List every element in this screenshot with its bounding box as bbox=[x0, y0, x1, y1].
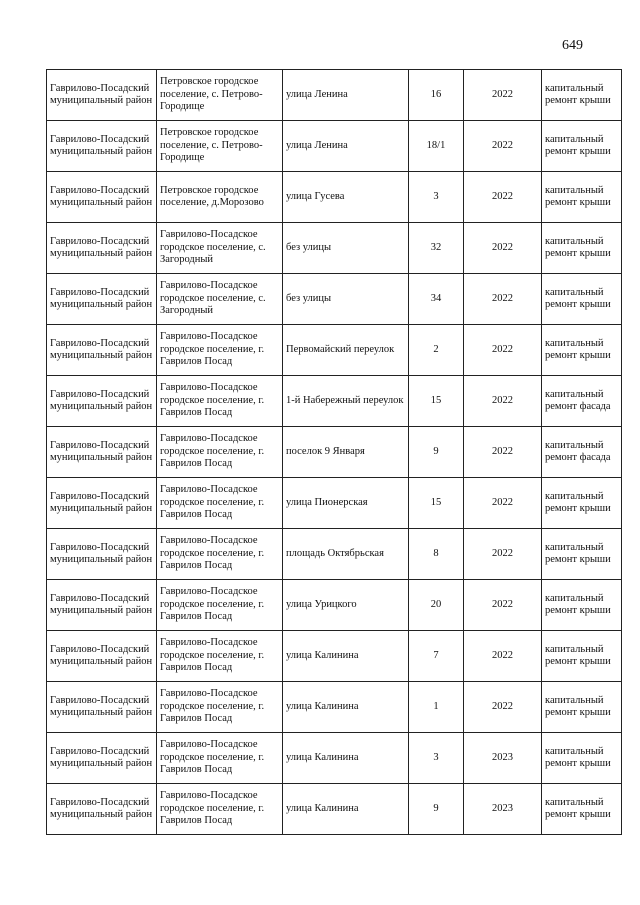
house-number-cell: 3 bbox=[409, 172, 464, 223]
settlement-cell: Гаврилово-Посадское городское поселение, г. Гаврилов Посад bbox=[157, 529, 283, 580]
district-cell: Гаврилово-Посадский муниципальный район bbox=[47, 682, 157, 733]
street-cell: поселок 9 Января bbox=[283, 427, 409, 478]
work-type-cell: капитальный ремонт крыши bbox=[542, 733, 622, 784]
year-cell: 2022 bbox=[464, 376, 542, 427]
street-cell: улица Гусева bbox=[283, 172, 409, 223]
settlement-cell: Гаврилово-Посадское городское поселение, г. Гаврилов Посад bbox=[157, 376, 283, 427]
table-row bbox=[47, 733, 622, 784]
settlement-cell: Гаврилово-Посадское городское поселение, г. Гаврилов Посад bbox=[157, 631, 283, 682]
year-cell: 2022 bbox=[464, 427, 542, 478]
settlement-cell: Гаврилово-Посадское городское поселение, г. Гаврилов Посад bbox=[157, 427, 283, 478]
table-row bbox=[47, 223, 622, 274]
year-cell: 2023 bbox=[464, 784, 542, 835]
house-number-cell: 1 bbox=[409, 682, 464, 733]
street-cell: улица Калинина bbox=[283, 784, 409, 835]
settlement-cell: Гаврилово-Посадское городское поселение, г. Гаврилов Посад bbox=[157, 478, 283, 529]
street-cell: улица Ленина bbox=[283, 121, 409, 172]
house-number-cell: 20 bbox=[409, 580, 464, 631]
work-type-cell: капитальный ремонт крыши bbox=[542, 631, 622, 682]
year-cell: 2022 bbox=[464, 70, 542, 121]
year-cell: 2022 bbox=[464, 529, 542, 580]
year-cell: 2022 bbox=[464, 325, 542, 376]
page-number: 649 bbox=[562, 38, 583, 53]
work-type-cell: капитальный ремонт крыши bbox=[542, 580, 622, 631]
settlement-cell: Петровское городское поселение, д.Морозово bbox=[157, 172, 283, 223]
house-number-cell: 2 bbox=[409, 325, 464, 376]
street-cell: улица Пионерская bbox=[283, 478, 409, 529]
year-cell: 2022 bbox=[464, 274, 542, 325]
settlement-cell: Гаврилово-Посадское городское поселение, г. Гаврилов Посад bbox=[157, 580, 283, 631]
street-cell: 1-й Набережный переулок bbox=[283, 376, 409, 427]
district-cell: Гаврилово-Посадский муниципальный район bbox=[47, 529, 157, 580]
district-cell: Гаврилово-Посадский муниципальный район bbox=[47, 631, 157, 682]
settlement-cell: Петровское городское поселение, с. Петрово-Городище bbox=[157, 70, 283, 121]
year-cell: 2022 bbox=[464, 121, 542, 172]
table-row bbox=[47, 682, 622, 733]
house-number-cell: 15 bbox=[409, 376, 464, 427]
year-cell: 2022 bbox=[464, 478, 542, 529]
settlement-cell: Гаврилово-Посадское городское поселение, с. Загородный bbox=[157, 223, 283, 274]
house-number-cell: 34 bbox=[409, 274, 464, 325]
year-cell: 2023 bbox=[464, 733, 542, 784]
house-number-cell: 8 bbox=[409, 529, 464, 580]
work-type-cell: капитальный ремонт фасада bbox=[542, 427, 622, 478]
table-row bbox=[47, 325, 622, 376]
street-cell: улица Калинина bbox=[283, 733, 409, 784]
work-type-cell: капитальный ремонт крыши bbox=[542, 529, 622, 580]
table-row bbox=[47, 478, 622, 529]
work-type-cell: капитальный ремонт крыши bbox=[542, 223, 622, 274]
street-cell: улица Ленина bbox=[283, 70, 409, 121]
settlement-cell: Гаврилово-Посадское городское поселение, г. Гаврилов Посад bbox=[157, 682, 283, 733]
work-type-cell: капитальный ремонт крыши bbox=[542, 70, 622, 121]
table-row bbox=[47, 784, 622, 835]
district-cell: Гаврилово-Посадский муниципальный район bbox=[47, 172, 157, 223]
district-cell: Гаврилово-Посадский муниципальный район bbox=[47, 376, 157, 427]
street-cell: без улицы bbox=[283, 223, 409, 274]
settlement-cell: Гаврилово-Посадское городское поселение, г. Гаврилов Посад bbox=[157, 325, 283, 376]
district-cell: Гаврилово-Посадский муниципальный район bbox=[47, 223, 157, 274]
work-type-cell: капитальный ремонт крыши bbox=[542, 478, 622, 529]
street-cell: площадь Октябрьская bbox=[283, 529, 409, 580]
table-row bbox=[47, 70, 622, 121]
settlement-cell: Петровское городское поселение, с. Петрово-Городище bbox=[157, 121, 283, 172]
table-row bbox=[47, 172, 622, 223]
street-cell: улица Калинина bbox=[283, 631, 409, 682]
house-number-cell: 7 bbox=[409, 631, 464, 682]
house-number-cell: 3 bbox=[409, 733, 464, 784]
work-type-cell: капитальный ремонт крыши bbox=[542, 325, 622, 376]
table-row bbox=[47, 121, 622, 172]
table-body bbox=[47, 70, 622, 835]
house-number-cell: 32 bbox=[409, 223, 464, 274]
district-cell: Гаврилово-Посадский муниципальный район bbox=[47, 121, 157, 172]
repair-schedule-table bbox=[46, 69, 622, 835]
house-number-cell: 9 bbox=[409, 427, 464, 478]
district-cell: Гаврилово-Посадский муниципальный район bbox=[47, 478, 157, 529]
district-cell: Гаврилово-Посадский муниципальный район bbox=[47, 427, 157, 478]
street-cell: без улицы bbox=[283, 274, 409, 325]
year-cell: 2022 bbox=[464, 631, 542, 682]
house-number-cell: 16 bbox=[409, 70, 464, 121]
district-cell: Гаврилово-Посадский муниципальный район bbox=[47, 733, 157, 784]
district-cell: Гаврилово-Посадский муниципальный район bbox=[47, 70, 157, 121]
street-cell: Первомайский переулок bbox=[283, 325, 409, 376]
table-row bbox=[47, 427, 622, 478]
district-cell: Гаврилово-Посадский муниципальный район bbox=[47, 325, 157, 376]
work-type-cell: капитальный ремонт крыши bbox=[542, 784, 622, 835]
work-type-cell: капитальный ремонт крыши bbox=[542, 682, 622, 733]
house-number-cell: 18/1 bbox=[409, 121, 464, 172]
table-row bbox=[47, 376, 622, 427]
year-cell: 2022 bbox=[464, 172, 542, 223]
table-row bbox=[47, 529, 622, 580]
work-type-cell: капитальный ремонт крыши bbox=[542, 121, 622, 172]
house-number-cell: 9 bbox=[409, 784, 464, 835]
district-cell: Гаврилово-Посадский муниципальный район bbox=[47, 784, 157, 835]
work-type-cell: капитальный ремонт крыши bbox=[542, 274, 622, 325]
table-row bbox=[47, 580, 622, 631]
table-row bbox=[47, 274, 622, 325]
settlement-cell: Гаврилово-Посадское городское поселение, с. Загородный bbox=[157, 274, 283, 325]
district-cell: Гаврилово-Посадский муниципальный район bbox=[47, 274, 157, 325]
street-cell: улица Урицкого bbox=[283, 580, 409, 631]
table-row bbox=[47, 631, 622, 682]
work-type-cell: капитальный ремонт крыши bbox=[542, 172, 622, 223]
year-cell: 2022 bbox=[464, 580, 542, 631]
year-cell: 2022 bbox=[464, 682, 542, 733]
year-cell: 2022 bbox=[464, 223, 542, 274]
settlement-cell: Гаврилово-Посадское городское поселение, г. Гаврилов Посад bbox=[157, 733, 283, 784]
street-cell: улица Калинина bbox=[283, 682, 409, 733]
work-type-cell: капитальный ремонт фасада bbox=[542, 376, 622, 427]
district-cell: Гаврилово-Посадский муниципальный район bbox=[47, 580, 157, 631]
settlement-cell: Гаврилово-Посадское городское поселение, г. Гаврилов Посад bbox=[157, 784, 283, 835]
house-number-cell: 15 bbox=[409, 478, 464, 529]
